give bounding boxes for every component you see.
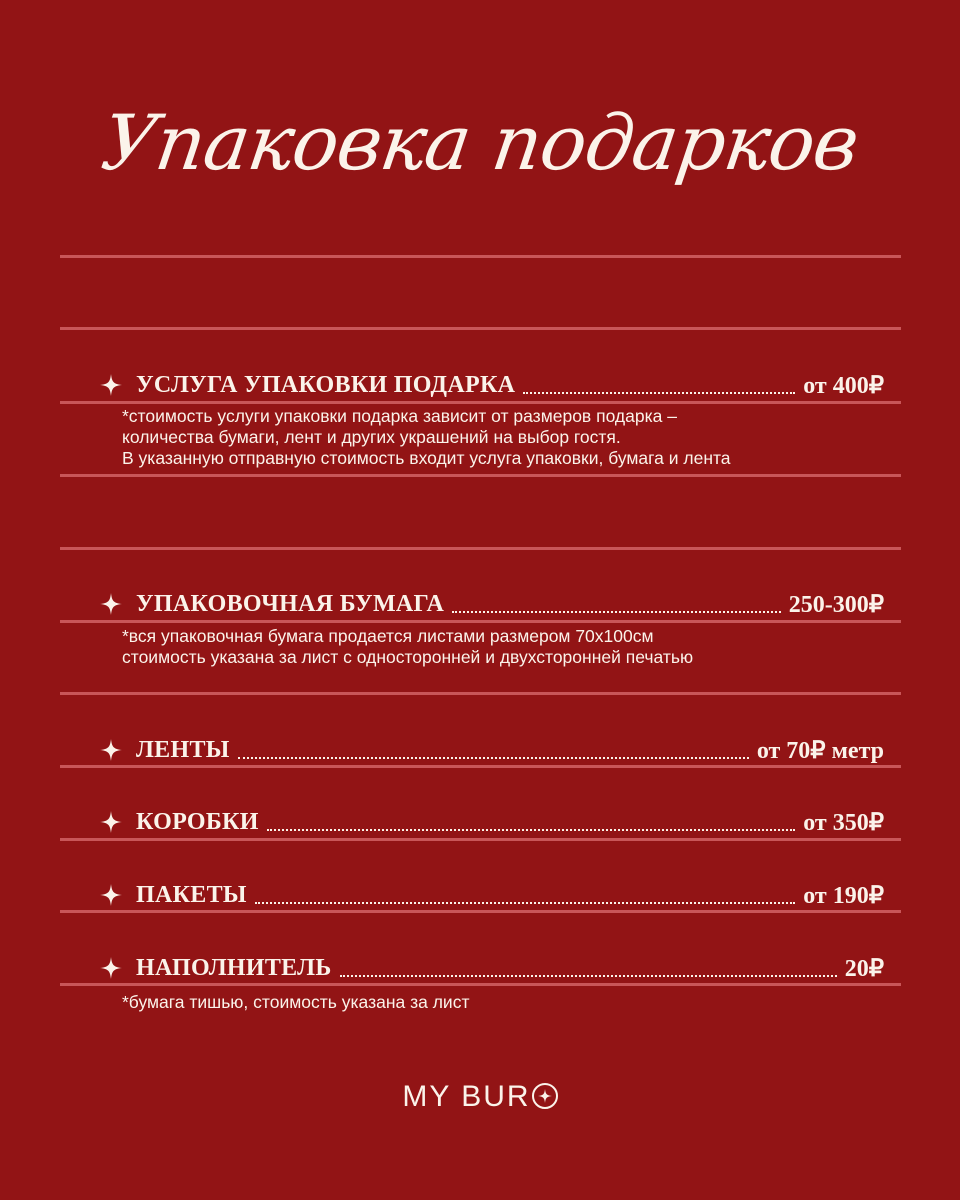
dot-leader [452,611,781,613]
dot-leader [340,975,837,977]
divider [60,910,901,913]
item-price: от 350₽ [803,809,884,836]
dot-leader [523,392,795,394]
divider [60,547,901,550]
item-name: УПАКОВОЧНАЯ БУМАГА [136,590,445,617]
note-line: *бумага тишью, стоимость указана за лист [122,992,470,1012]
divider [60,983,901,986]
price-item-wrapping-service [100,370,884,400]
price-item-wrapping-paper [100,589,884,619]
item-price: от 400₽ [803,372,884,399]
dot-leader [267,829,796,831]
sparkle-icon [100,884,122,906]
price-item-bags [100,880,884,910]
page-title: Упаковка подарков [96,98,864,187]
item-note [122,992,912,1013]
sparkle-icon [100,811,122,833]
note-line: *стоимость услуги упаковки подарка зависит от размеров подарка – [122,406,677,426]
note-line: *вся упаковочная бумага продается листами размером 70х100см [122,626,654,646]
sparkle-icon [100,593,122,615]
sparkle-in-circle-icon [532,1083,558,1109]
note-line: количества бумаги, лент и других украшений на выбор гостя. [122,427,621,447]
divider [60,620,901,623]
divider [60,401,901,404]
sparkle-icon [100,374,122,396]
note-line: В указанную отправную стоимость входит услуга упаковки, бумага и лента [122,448,731,468]
divider [60,255,901,258]
dot-leader [255,902,795,904]
item-note [122,626,912,668]
divider [60,474,901,477]
item-name: ЛЕНТЫ [136,736,230,763]
item-name: УСЛУГА УПАКОВКИ ПОДАРКА [136,371,516,398]
item-name: КОРОБКИ [136,808,259,835]
logo-text: MY BUR [402,1080,531,1113]
item-price: от 70₽ метр [756,737,884,764]
divider [60,327,901,330]
sparkle-icon [100,957,122,979]
divider [60,692,901,695]
item-note [122,406,912,469]
item-price: от 190₽ [803,882,884,909]
dot-leader [238,757,749,759]
divider [60,765,901,768]
item-price: 250-300₽ [788,591,884,618]
item-name: НАПОЛНИТЕЛЬ [136,954,332,981]
item-name: ПАКЕТЫ [136,881,247,908]
brand-logo [0,1080,960,1114]
note-line: стоимость указана за лист с односторонней и двухсторонней печатью [122,647,694,667]
price-item-boxes [100,807,884,837]
price-item-filler [100,953,884,983]
item-price: 20₽ [844,955,884,982]
sparkle-icon [100,739,122,761]
divider [60,838,901,841]
price-item-ribbons [100,735,884,765]
